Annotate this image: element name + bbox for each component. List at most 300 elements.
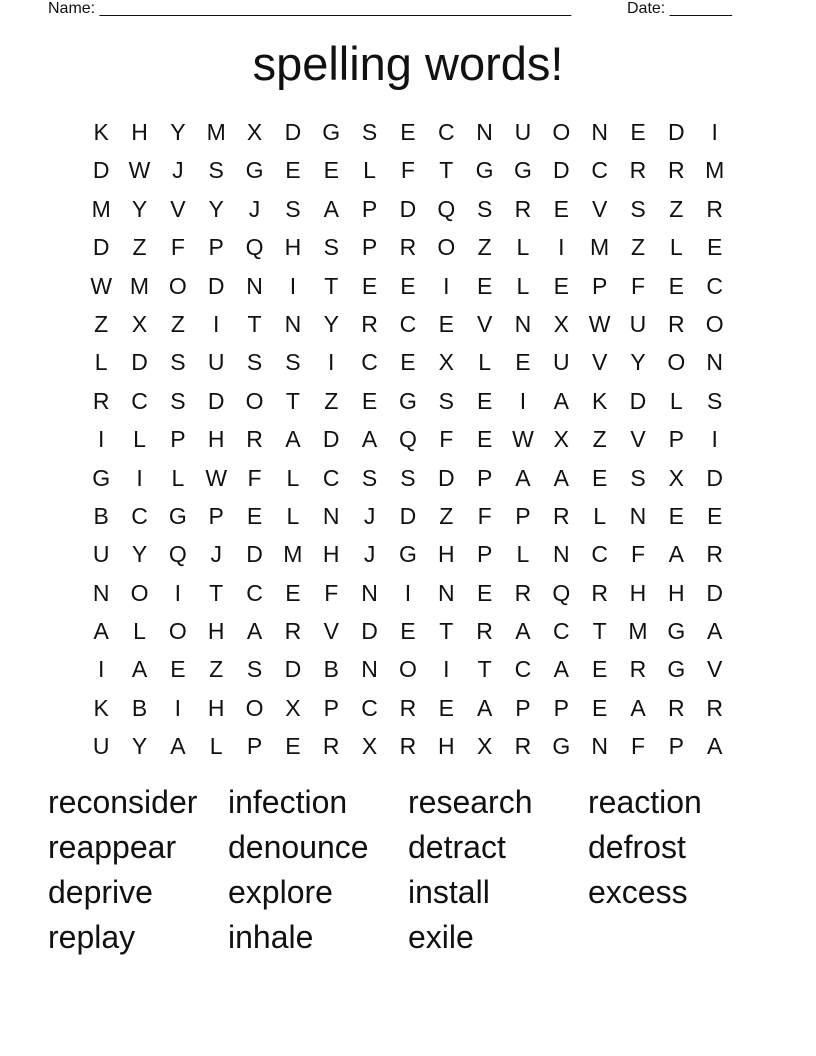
grid-cell[interactable]: M xyxy=(129,272,150,299)
grid-cell[interactable]: D xyxy=(361,618,378,645)
grid-cell[interactable]: V xyxy=(630,426,646,453)
grid-cell[interactable]: C xyxy=(399,310,417,337)
grid-cell[interactable]: A xyxy=(93,618,109,645)
grid-cell[interactable]: S xyxy=(170,349,186,376)
grid-cell[interactable]: Q xyxy=(398,426,417,453)
grid-cell[interactable]: F xyxy=(324,579,339,606)
grid-cell[interactable]: E xyxy=(361,387,378,414)
grid-cell[interactable]: P xyxy=(668,426,684,453)
grid-cell[interactable]: R xyxy=(668,157,685,184)
grid-cell[interactable]: D xyxy=(284,119,302,145)
grid-cell[interactable]: O xyxy=(437,234,456,261)
grid-cell[interactable]: E xyxy=(476,579,493,606)
grid-cell[interactable]: R xyxy=(514,579,532,606)
grid-cell[interactable]: T xyxy=(285,387,300,414)
grid-cell[interactable]: Z xyxy=(477,234,492,261)
grid-cell[interactable]: H xyxy=(131,119,148,145)
grid-cell[interactable]: E xyxy=(438,694,454,721)
grid-cell[interactable]: G xyxy=(667,656,686,683)
grid-cell[interactable]: F xyxy=(630,733,646,760)
grid-cell[interactable]: D xyxy=(131,349,148,376)
grid-cell[interactable]: L xyxy=(669,387,683,414)
grid-cell[interactable]: T xyxy=(592,618,607,645)
grid-cell[interactable]: S xyxy=(246,349,263,376)
grid-cell[interactable]: O xyxy=(245,387,264,414)
grid-cell[interactable]: R xyxy=(514,195,532,222)
grid-cell[interactable]: X xyxy=(246,119,263,145)
grid-cell[interactable]: R xyxy=(629,157,647,184)
grid-cell[interactable]: R xyxy=(706,195,723,222)
grid-cell[interactable]: E xyxy=(400,119,416,145)
grid-cell[interactable]: H xyxy=(668,579,685,606)
grid-cell[interactable]: S xyxy=(476,195,493,222)
grid-cell[interactable]: A xyxy=(630,694,646,721)
grid-cell[interactable]: Z xyxy=(630,234,646,261)
grid-cell[interactable]: P xyxy=(591,272,608,299)
grid-cell[interactable]: L xyxy=(94,349,108,376)
grid-cell[interactable]: A xyxy=(553,387,569,414)
grid-cell[interactable]: Z xyxy=(132,234,147,261)
grid-cell[interactable]: J xyxy=(363,541,376,568)
grid-cell[interactable]: Z xyxy=(170,310,185,337)
grid-cell[interactable]: E xyxy=(400,618,416,645)
grid-cell[interactable]: C xyxy=(591,157,608,184)
grid-cell[interactable]: F xyxy=(170,234,185,261)
grid-cell[interactable]: N xyxy=(706,349,723,376)
grid-cell[interactable]: Z xyxy=(669,195,684,222)
grid-cell[interactable]: C xyxy=(591,541,608,568)
grid-cell[interactable]: A xyxy=(476,694,493,721)
grid-cell[interactable]: X xyxy=(553,426,569,453)
grid-cell[interactable]: U xyxy=(552,349,570,376)
grid-row xyxy=(82,151,734,189)
grid-cell[interactable]: T xyxy=(247,310,262,337)
grid-cell[interactable]: S xyxy=(361,464,378,491)
grid-cell[interactable]: L xyxy=(286,502,300,529)
grid-cell[interactable]: D xyxy=(207,387,225,414)
grid-cell[interactable]: T xyxy=(439,157,454,184)
grid-cell[interactable]: T xyxy=(324,272,339,299)
grid-cell[interactable]: G xyxy=(92,464,111,491)
grid-cell[interactable]: H xyxy=(322,541,340,568)
grid-cell[interactable]: A xyxy=(553,464,569,491)
grid-cell[interactable]: Q xyxy=(245,234,264,261)
grid-cell[interactable]: U xyxy=(514,119,532,145)
grid-cell[interactable]: L xyxy=(363,157,376,184)
grid-cell[interactable]: I xyxy=(711,426,718,453)
grid-cell[interactable]: I xyxy=(174,694,182,721)
grid-cell[interactable]: L xyxy=(516,541,530,568)
grid-cell[interactable]: C xyxy=(131,502,148,529)
grid-cell[interactable]: D xyxy=(437,464,455,491)
grid-cell[interactable]: A xyxy=(131,656,148,683)
grid-cell[interactable]: I xyxy=(213,310,220,337)
grid-cell[interactable]: E xyxy=(476,387,493,414)
grid-cell[interactable]: S xyxy=(438,387,454,414)
grid-cell[interactable]: D xyxy=(322,426,340,453)
grid-cell[interactable]: S xyxy=(285,349,301,376)
grid-cell[interactable]: D xyxy=(552,157,570,184)
grid-cell[interactable]: Z xyxy=(209,656,224,683)
grid-cell[interactable]: C xyxy=(246,579,263,606)
grid-cell[interactable]: L xyxy=(516,234,530,261)
grid-cell[interactable]: M xyxy=(628,618,648,645)
grid-cell[interactable]: Z xyxy=(324,387,339,414)
grid-cell[interactable]: A xyxy=(361,426,378,453)
grid-cell[interactable]: P xyxy=(208,502,224,529)
grid-cell[interactable]: L xyxy=(593,502,607,529)
grid-cell[interactable]: E xyxy=(400,349,416,376)
grid-cell[interactable]: E xyxy=(553,195,569,222)
grid-cell[interactable]: Y xyxy=(131,733,148,760)
grid-cell[interactable]: H xyxy=(207,694,225,721)
grid-cell[interactable]: R xyxy=(399,733,417,760)
grid-cell[interactable]: H xyxy=(437,541,455,568)
grid-cell[interactable]: A xyxy=(668,541,684,568)
grid-cell[interactable]: P xyxy=(361,195,378,222)
grid-cell[interactable]: E xyxy=(170,656,186,683)
grid-cell[interactable]: I xyxy=(404,579,412,606)
grid-cell[interactable]: E xyxy=(515,349,531,376)
grid-cell[interactable]: D xyxy=(284,656,302,683)
grid-cell[interactable]: J xyxy=(363,502,376,529)
grid-cell[interactable]: E xyxy=(476,272,493,299)
grid-cell[interactable]: Z xyxy=(592,426,607,453)
grid-cell[interactable]: R xyxy=(706,694,723,721)
grid-cell[interactable]: D xyxy=(92,157,110,184)
grid-cell[interactable]: C xyxy=(514,656,532,683)
grid-cell[interactable]: N xyxy=(322,502,340,529)
grid-cell[interactable]: P xyxy=(515,694,531,721)
grid-cell[interactable]: R xyxy=(322,733,340,760)
grid-cell[interactable]: T xyxy=(439,618,454,645)
grid-cell[interactable]: R xyxy=(668,310,685,337)
grid-cell[interactable]: I xyxy=(136,464,143,491)
grid-cell[interactable]: N xyxy=(437,579,455,606)
grid-cell[interactable]: Q xyxy=(437,195,456,222)
grid-cell[interactable]: N xyxy=(629,502,647,529)
grid-cell[interactable]: D xyxy=(706,579,723,606)
grid-cell[interactable]: O xyxy=(552,119,571,145)
grid-cell[interactable]: G xyxy=(552,733,571,760)
grid-cell[interactable]: U xyxy=(92,733,110,760)
grid-cell[interactable]: O xyxy=(398,656,417,683)
grid-cell[interactable]: E xyxy=(323,157,339,184)
grid-cell[interactable]: P xyxy=(668,733,684,760)
grid-cell[interactable]: G xyxy=(398,387,417,414)
grid-cell[interactable]: A xyxy=(515,464,531,491)
word-list-item: reappear xyxy=(48,829,177,865)
grid-cell[interactable]: K xyxy=(93,694,109,721)
grid-cell[interactable]: V xyxy=(591,349,608,376)
grid-cell[interactable]: V xyxy=(591,195,608,222)
grid-cell[interactable]: L xyxy=(209,733,223,760)
grid-cell[interactable]: S xyxy=(246,656,263,683)
grid-cell[interactable]: P xyxy=(361,234,378,261)
grid-cell[interactable]: F xyxy=(400,157,415,184)
grid-cell[interactable]: X xyxy=(131,310,148,337)
grid-cell[interactable]: A xyxy=(323,195,339,222)
grid-cell[interactable]: I xyxy=(97,656,105,683)
grid-cell[interactable]: I xyxy=(711,119,718,145)
grid-cell[interactable]: E xyxy=(591,694,608,721)
grid-cell[interactable]: E xyxy=(246,502,263,529)
grid-cell[interactable]: Z xyxy=(94,310,109,337)
grid-cell[interactable]: A xyxy=(285,426,301,453)
grid-cell[interactable]: R xyxy=(591,579,608,606)
grid-cell[interactable]: U xyxy=(92,541,110,568)
grid-cell[interactable]: L xyxy=(516,272,530,299)
grid-cell[interactable]: A xyxy=(707,733,723,760)
grid-cell[interactable]: V xyxy=(170,195,186,222)
grid-cell[interactable]: N xyxy=(284,310,302,337)
grid-cell[interactable]: E xyxy=(630,119,646,145)
grid-cell[interactable]: F xyxy=(477,502,492,529)
grid-cell[interactable]: R xyxy=(706,541,723,568)
grid-cell[interactable]: E xyxy=(591,656,608,683)
grid-cell[interactable]: U xyxy=(207,349,225,376)
grid-cell[interactable]: X xyxy=(438,349,454,376)
grid-cell[interactable]: B xyxy=(131,694,148,721)
grid-cell[interactable]: C xyxy=(361,349,378,376)
grid-cell[interactable]: R xyxy=(629,656,647,683)
grid-cell[interactable]: G xyxy=(245,157,264,184)
grid-cell[interactable]: S xyxy=(208,157,224,184)
grid-cell[interactable]: H xyxy=(284,234,302,261)
grid-cell[interactable]: L xyxy=(133,426,146,453)
grid-cell[interactable]: E xyxy=(668,502,684,529)
grid-cell[interactable]: N xyxy=(552,541,570,568)
grid-cell[interactable]: Y xyxy=(131,541,148,568)
grid-cell[interactable]: J xyxy=(210,541,222,568)
grid-cell[interactable]: N xyxy=(591,733,608,760)
grid-cell[interactable]: V xyxy=(707,656,723,683)
grid-cell[interactable]: R xyxy=(246,426,263,453)
word-list-item: reaction xyxy=(588,784,702,820)
grid-cell[interactable]: G xyxy=(322,119,341,145)
grid-cell[interactable]: K xyxy=(93,119,109,145)
grid-cell[interactable]: W xyxy=(205,464,228,491)
grid-cell[interactable]: O xyxy=(168,272,187,299)
grid-cell[interactable]: S xyxy=(707,387,723,414)
grid-cell[interactable]: D xyxy=(92,234,110,261)
grid-cell[interactable]: P xyxy=(246,733,263,760)
grid-cell[interactable]: S xyxy=(361,119,378,145)
grid-cell[interactable]: P xyxy=(515,502,531,529)
grid-cell[interactable]: A xyxy=(170,733,186,760)
grid-cell[interactable]: E xyxy=(553,272,569,299)
grid-cell[interactable]: A xyxy=(707,618,723,645)
grid-cell[interactable]: C xyxy=(437,119,455,145)
grid-cell[interactable]: K xyxy=(591,387,608,414)
grid-cell[interactable]: V xyxy=(323,618,339,645)
grid-cell[interactable]: X xyxy=(476,733,493,760)
word-list-item: research xyxy=(408,784,533,820)
grid-cell[interactable]: E xyxy=(285,579,301,606)
grid-cell[interactable]: P xyxy=(208,234,224,261)
grid-cell[interactable]: P xyxy=(553,694,569,721)
grid-cell[interactable]: S xyxy=(400,464,416,491)
grid-cell[interactable]: R xyxy=(284,618,302,645)
grid-cell[interactable]: R xyxy=(361,310,378,337)
grid-cell[interactable]: H xyxy=(437,733,455,760)
grid-cell[interactable]: R xyxy=(514,733,532,760)
grid-cell[interactable]: X xyxy=(285,694,301,721)
grid-row xyxy=(82,574,734,612)
grid-cell[interactable]: R xyxy=(476,618,493,645)
grid-cell[interactable]: B xyxy=(93,502,109,529)
grid-cell[interactable]: S xyxy=(285,195,301,222)
grid-cell[interactable]: A xyxy=(515,618,531,645)
grid-cell[interactable]: C xyxy=(131,387,148,414)
grid-cell[interactable]: E xyxy=(361,272,378,299)
grid-cell[interactable]: N xyxy=(92,579,110,606)
grid-cell[interactable]: R xyxy=(552,502,570,529)
word-list-item: install xyxy=(408,874,490,910)
grid-cell[interactable]: E xyxy=(476,426,493,453)
grid-cell[interactable]: E xyxy=(285,157,301,184)
grid-cell[interactable]: J xyxy=(172,157,184,184)
grid-cell[interactable]: C xyxy=(361,694,378,721)
grid-cell[interactable]: I xyxy=(289,272,297,299)
grid-cell[interactable]: F xyxy=(630,541,646,568)
grid-cell[interactable]: I xyxy=(558,234,565,261)
grid-cell[interactable]: D xyxy=(399,502,417,529)
header-row xyxy=(48,0,748,20)
grid-cell[interactable]: C xyxy=(552,618,570,645)
grid-cell[interactable]: D xyxy=(706,464,723,491)
grid-cell[interactable]: N xyxy=(476,119,493,145)
grid-cell[interactable]: Y xyxy=(131,195,148,222)
grid-cell[interactable]: D xyxy=(668,119,685,145)
grid-cell[interactable]: F xyxy=(247,464,262,491)
grid-cell[interactable]: R xyxy=(92,387,110,414)
grid-cell[interactable]: Y xyxy=(208,195,224,222)
grid-cell[interactable]: D xyxy=(246,541,263,568)
grid-cell[interactable]: O xyxy=(245,694,264,721)
grid-cell[interactable]: M xyxy=(206,119,226,145)
grid-cell[interactable]: L xyxy=(286,464,300,491)
grid-cell[interactable]: G xyxy=(514,157,532,184)
grid-cell[interactable]: P xyxy=(170,426,186,453)
grid-cell[interactable]: N xyxy=(361,656,378,683)
grid-cell[interactable]: O xyxy=(168,618,187,645)
grid-cell[interactable]: O xyxy=(130,579,149,606)
grid-cell[interactable]: W xyxy=(588,310,611,337)
grid-cell[interactable]: J xyxy=(248,195,261,222)
grid-cell[interactable]: R xyxy=(399,234,417,261)
grid-cell[interactable]: G xyxy=(667,618,686,645)
grid-cell[interactable]: V xyxy=(476,310,493,337)
grid-cell[interactable]: I xyxy=(519,387,527,414)
grid-cell[interactable]: E xyxy=(707,502,723,529)
grid-cell[interactable]: M xyxy=(91,195,111,222)
grid-cell[interactable]: L xyxy=(669,234,683,261)
grid-cell[interactable]: M xyxy=(705,157,725,184)
grid-cell[interactable]: X xyxy=(553,310,569,337)
grid-cell[interactable]: I xyxy=(443,656,450,683)
grid-cell[interactable]: G xyxy=(168,502,187,529)
grid-cell[interactable]: E xyxy=(707,234,723,261)
grid-cell[interactable]: E xyxy=(438,310,454,337)
grid-row xyxy=(82,267,734,305)
grid-cell[interactable]: S xyxy=(630,464,646,491)
grid-cell[interactable]: I xyxy=(97,426,105,453)
grid-cell[interactable]: P xyxy=(476,464,493,491)
grid-cell[interactable]: O xyxy=(667,349,686,376)
grid-cell[interactable]: L xyxy=(171,464,185,491)
grid-cell[interactable]: Z xyxy=(439,502,454,529)
grid-cell[interactable]: S xyxy=(323,234,339,261)
grid-cell[interactable]: E xyxy=(400,272,416,299)
grid-cell[interactable]: L xyxy=(133,618,146,645)
grid-row xyxy=(82,382,734,420)
grid-cell[interactable]: I xyxy=(328,349,335,376)
grid-cell[interactable]: R xyxy=(668,694,685,721)
grid-cell[interactable]: E xyxy=(591,464,608,491)
grid-row xyxy=(82,190,734,228)
grid-cell[interactable]: D xyxy=(207,272,225,299)
grid-cell[interactable]: G xyxy=(475,157,494,184)
grid-cell[interactable]: T xyxy=(209,579,224,606)
grid-cell[interactable]: W xyxy=(90,272,113,299)
grid-cell[interactable]: Q xyxy=(168,541,187,568)
grid-cell[interactable]: P xyxy=(323,694,339,721)
grid-cell[interactable]: U xyxy=(629,310,647,337)
grid-cell[interactable]: L xyxy=(478,349,491,376)
grid-cell[interactable]: I xyxy=(174,579,182,606)
grid-cell[interactable]: A xyxy=(553,656,569,683)
grid-cell[interactable]: H xyxy=(207,618,225,645)
grid-cell[interactable]: E xyxy=(668,272,684,299)
grid-cell[interactable]: Y xyxy=(323,310,339,337)
grid-cell[interactable]: F xyxy=(630,272,646,299)
grid-cell[interactable]: I xyxy=(443,272,450,299)
grid-cell[interactable]: S xyxy=(630,195,646,222)
grid-cell[interactable]: N xyxy=(361,579,378,606)
grid-cell[interactable]: W xyxy=(128,157,151,184)
grid-cell[interactable]: N xyxy=(591,119,608,145)
grid-cell[interactable]: Y xyxy=(170,119,186,145)
grid-cell[interactable]: X xyxy=(361,733,378,760)
grid-cell[interactable]: O xyxy=(705,310,724,337)
grid-cell[interactable]: H xyxy=(629,579,647,606)
grid-cell[interactable]: R xyxy=(399,694,417,721)
grid-cell[interactable]: G xyxy=(398,541,417,568)
grid-cell[interactable]: Y xyxy=(630,349,646,376)
grid-cell[interactable]: F xyxy=(439,426,454,453)
grid-cell[interactable]: B xyxy=(323,656,339,683)
grid-cell[interactable]: C xyxy=(706,272,723,299)
grid-cell[interactable]: H xyxy=(207,426,225,453)
grid-cell[interactable]: D xyxy=(629,387,647,414)
grid-cell[interactable]: E xyxy=(285,733,301,760)
grid-cell[interactable]: P xyxy=(476,541,493,568)
grid-cell[interactable]: M xyxy=(590,234,610,261)
grid-cell[interactable]: C xyxy=(322,464,340,491)
grid-cell[interactable]: M xyxy=(283,541,303,568)
grid-cell[interactable]: S xyxy=(170,387,186,414)
grid-cell[interactable]: A xyxy=(246,618,263,645)
grid-cell[interactable]: N xyxy=(246,272,263,299)
grid-cell[interactable]: W xyxy=(512,426,534,453)
grid-cell[interactable]: Q xyxy=(552,579,571,606)
grid-cell[interactable]: N xyxy=(514,310,532,337)
grid-cell[interactable]: T xyxy=(477,656,492,683)
grid-cell[interactable]: D xyxy=(399,195,417,222)
page-title: spelling words! xyxy=(252,37,564,90)
grid-cell[interactable]: X xyxy=(668,464,684,491)
